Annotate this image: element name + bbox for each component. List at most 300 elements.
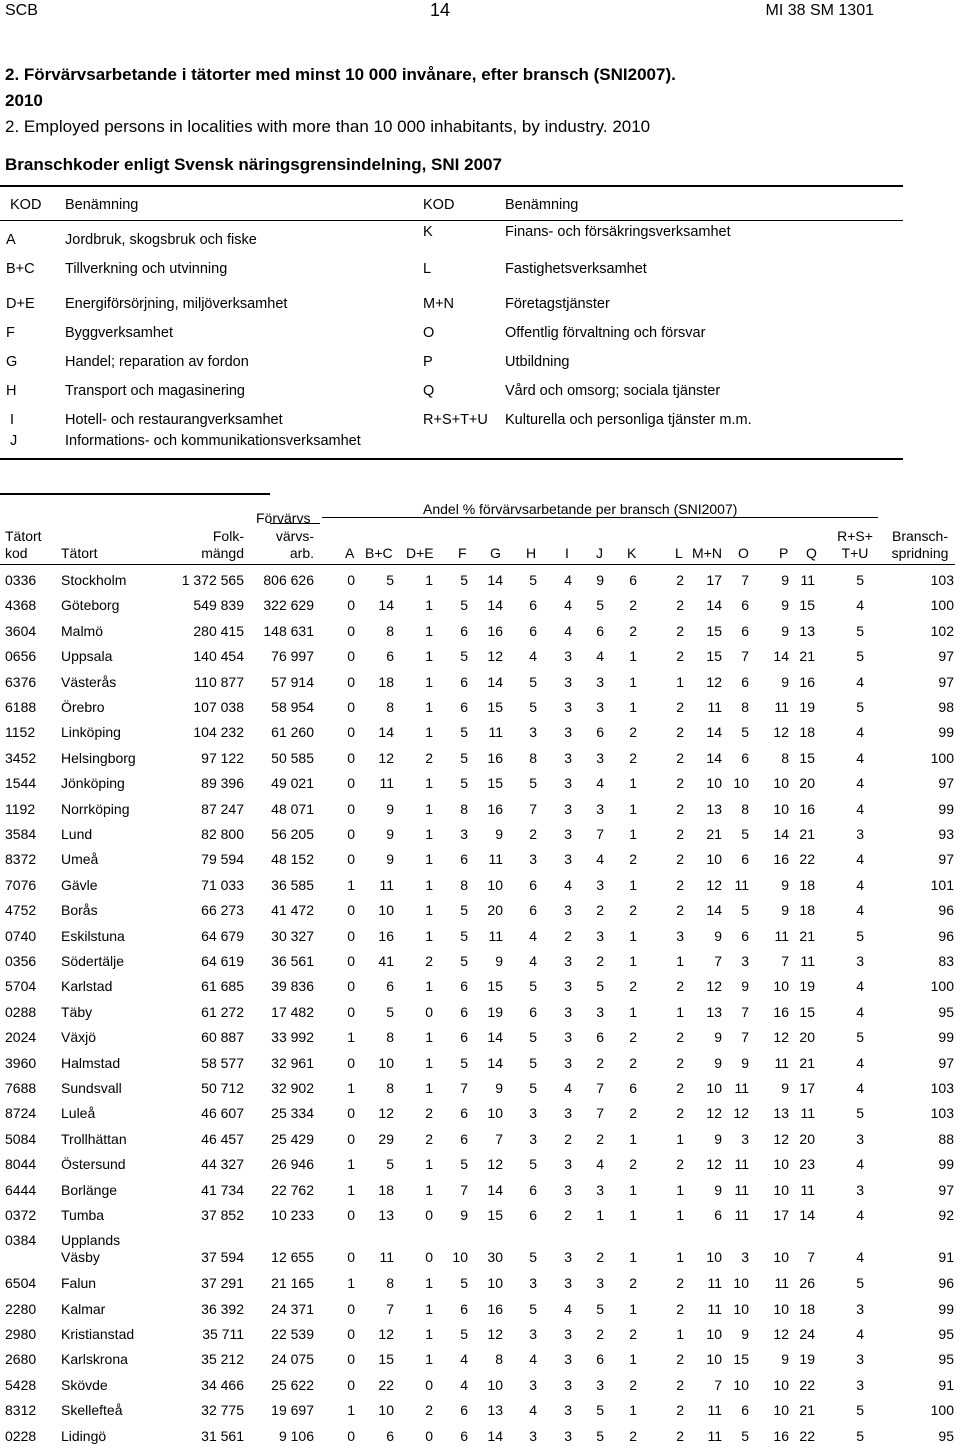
cell-folkmangd: 37 594 <box>201 1249 244 1266</box>
cell-rstu: 5 <box>856 927 864 944</box>
cell-rstu: 5 <box>856 648 864 665</box>
cell-branch-share: 16 <box>799 673 815 690</box>
cell-branch-share: 0 <box>347 902 355 919</box>
head-forv-3: arb. <box>289 545 314 561</box>
cell-kod: 3584 <box>5 826 37 842</box>
cell-branch-share: 5 <box>460 902 468 919</box>
cell-forvarvsarb: 322 629 <box>263 597 314 614</box>
cell-branch-share: 3 <box>564 699 572 715</box>
cell-branch-share: 6 <box>460 978 468 995</box>
cell-rstu: 4 <box>856 1156 864 1173</box>
cell-branch-share: 5 <box>386 1003 394 1020</box>
cell-rstu: 3 <box>856 1351 864 1368</box>
cell-forvarvsarb: 57 914 <box>271 673 314 690</box>
cell-spridning: 97 <box>938 1054 954 1071</box>
cell-branch-share: 1 <box>676 1181 684 1198</box>
cell-branch-share: 5 <box>460 1054 468 1071</box>
cell-branch-share: 2 <box>564 1207 572 1223</box>
cell-branch-share: 11 <box>379 1249 394 1266</box>
cell-branch-share: 1 <box>629 699 637 715</box>
cell-kod: 6376 <box>5 673 37 690</box>
cell-branch-share: 2 <box>425 1402 433 1419</box>
cell-branch-share: 11 <box>800 1181 815 1198</box>
cell-branch-share: 1 <box>629 1300 637 1317</box>
cell-branch-share: 9 <box>495 826 503 842</box>
cell-branch-share: 9 <box>781 673 789 690</box>
cell-branch-share: 9 <box>596 572 604 588</box>
cell-kod: 6188 <box>5 699 37 715</box>
cell-tatort: Uppsala <box>61 648 113 665</box>
cell-branch-share: 5 <box>596 597 604 614</box>
codes-header-kod-2: KOD <box>423 197 455 213</box>
cell-branch-share: 5 <box>460 1326 468 1342</box>
codes-header-rule <box>0 220 903 221</box>
cell-branch-share: 2 <box>676 1029 684 1046</box>
cell-branch-share: 11 <box>707 1427 722 1444</box>
code-left: A <box>6 232 16 248</box>
cell-folkmangd: 60 887 <box>201 1029 244 1046</box>
cell-forvarvsarb: 9 106 <box>278 1427 314 1444</box>
cell-branch-share: 3 <box>564 1376 572 1393</box>
head-branch: H <box>526 545 537 561</box>
cell-branch-share: 18 <box>378 673 394 690</box>
cell-tatort: Borås <box>61 902 98 919</box>
cell-branch-share: 7 <box>714 953 722 969</box>
cell-branch-share: 14 <box>487 1029 503 1046</box>
cell-forvarvsarb: 48 152 <box>271 851 314 868</box>
cell-branch-share: 15 <box>799 1003 815 1020</box>
cell-branch-share: 1 <box>347 1156 355 1173</box>
cell-branch-share: 6 <box>596 622 604 639</box>
cell-branch-share: 1 <box>629 826 637 842</box>
cell-forvarvsarb: 56 205 <box>271 826 314 842</box>
cell-branch-share: 4 <box>564 876 572 893</box>
cell-branch-share: 15 <box>378 1351 394 1368</box>
cell-branch-share: 19 <box>799 699 815 715</box>
cell-branch-share: 16 <box>487 800 503 817</box>
cell-branch-share: 1 <box>676 1249 684 1266</box>
cell-branch-share: 3 <box>564 775 572 792</box>
cell-branch-share: 8 <box>386 1275 394 1292</box>
cell-branch-share: 6 <box>460 1402 468 1419</box>
cell-branch-share: 2 <box>629 1156 637 1173</box>
code-left: D+E <box>6 296 35 312</box>
group-rule <box>322 517 878 518</box>
page-header-left: SCB <box>5 2 38 19</box>
cell-spridning: 95 <box>938 1351 954 1368</box>
cell-spridning: 100 <box>930 978 954 995</box>
cell-branch-share: 13 <box>799 622 815 639</box>
cell-branch-share: 11 <box>734 1207 749 1223</box>
cell-tatort: Trollhättan <box>61 1130 127 1147</box>
cell-branch-share: 8 <box>386 622 394 639</box>
cell-tatort: Västerås <box>61 673 117 690</box>
cell-kod: 1544 <box>5 775 37 792</box>
cell-branch-share: 1 <box>425 1156 433 1173</box>
cell-branch-share: 5 <box>529 699 537 715</box>
cell-branch-share: 6 <box>741 927 749 944</box>
cell-tatort: Malmö <box>61 622 104 639</box>
cell-branch-share: 3 <box>564 749 572 766</box>
cell-branch-share: 20 <box>487 902 503 919</box>
cell-branch-share: 1 <box>676 1130 684 1147</box>
code-left: G <box>6 354 18 370</box>
cell-branch-share: 1 <box>425 1181 433 1198</box>
cell-branch-share: 0 <box>347 597 355 614</box>
cell-branch-share: 3 <box>564 1181 572 1198</box>
cell-folkmangd: 58 577 <box>201 1054 244 1071</box>
cell-branch-share: 1 <box>425 1275 433 1292</box>
cell-folkmangd: 44 327 <box>201 1156 244 1173</box>
head-rstu-2: T+U <box>841 545 869 561</box>
cell-branch-share: 9 <box>495 1080 503 1096</box>
code-left-name: Transport och magasinering <box>65 383 245 399</box>
cell-branch-share: 5 <box>529 1029 537 1046</box>
cell-branch-share: 10 <box>487 1376 503 1393</box>
cell-branch-share: 17 <box>773 1207 789 1223</box>
cell-branch-share: 15 <box>487 775 503 792</box>
cell-branch-share: 6 <box>460 1300 468 1317</box>
cell-branch-share: 1 <box>425 648 433 665</box>
cell-kod: 8312 <box>5 1402 37 1419</box>
cell-branch-share: 7 <box>460 1181 468 1198</box>
cell-branch-share: 3 <box>564 1249 572 1266</box>
cell-tatort: Gävle <box>61 876 98 893</box>
cell-branch-share: 5 <box>596 1427 604 1444</box>
cell-branch-share: 8 <box>386 1080 394 1096</box>
cell-branch-share: 5 <box>460 572 468 588</box>
cell-folkmangd: 79 594 <box>201 851 244 868</box>
title-sv-year: 2010 <box>5 91 43 110</box>
cell-branch-share: 22 <box>799 1376 815 1393</box>
cell-branch-share: 4 <box>529 1402 537 1419</box>
cell-folkmangd: 87 247 <box>201 800 244 817</box>
cell-forvarvsarb: 36 561 <box>271 953 314 969</box>
cell-spridning: 97 <box>938 673 954 690</box>
cell-forvarvsarb: 48 071 <box>271 800 314 817</box>
cell-branch-share: 2 <box>676 876 684 893</box>
cell-branch-share: 19 <box>487 1003 503 1020</box>
cell-branch-share: 3 <box>564 724 572 741</box>
cell-kod: 2280 <box>5 1300 37 1317</box>
cell-kod: 0740 <box>5 927 37 944</box>
cell-spridning: 95 <box>938 1326 954 1342</box>
cell-branch-share: 10 <box>733 775 749 792</box>
cell-spridning: 99 <box>938 1029 954 1046</box>
head-spridning-2: spridning <box>891 545 949 561</box>
cell-branch-share: 0 <box>347 724 355 741</box>
cell-branch-share: 16 <box>378 927 394 944</box>
cell-rstu: 5 <box>856 1275 864 1292</box>
cell-branch-share: 4 <box>564 572 572 588</box>
cell-tatort: Göteborg <box>61 597 120 614</box>
cell-branch-share: 0 <box>347 927 355 944</box>
cell-spridning: 99 <box>938 724 954 741</box>
cell-branch-share: 2 <box>629 902 637 919</box>
cell-rstu: 5 <box>856 572 864 588</box>
cell-branch-share: 0 <box>347 800 355 817</box>
cell-forvarvsarb: 148 631 <box>263 622 314 639</box>
cell-forvarvsarb: 21 165 <box>271 1275 314 1292</box>
cell-branch-share: 10 <box>378 1054 394 1071</box>
cell-branch-share: 5 <box>460 724 468 741</box>
cell-rstu: 4 <box>856 597 864 614</box>
cell-branch-share: 9 <box>714 1130 722 1147</box>
cell-branch-share: 1 <box>425 826 433 842</box>
cell-spridning: 100 <box>930 1402 954 1419</box>
cell-branch-share: 12 <box>773 1130 789 1147</box>
cell-branch-share: 5 <box>460 775 468 792</box>
cell-branch-share: 1 <box>425 597 433 614</box>
cell-spridning: 97 <box>938 851 954 868</box>
cell-branch-share: 3 <box>596 1003 604 1020</box>
cell-forvarvsarb: 39 836 <box>271 978 314 995</box>
cell-branch-share: 2 <box>596 1249 604 1266</box>
cell-branch-share: 16 <box>487 749 503 766</box>
cell-branch-share: 2 <box>676 902 684 919</box>
cell-kod: 7076 <box>5 876 37 893</box>
cell-branch-share: 0 <box>347 622 355 639</box>
cell-branch-share: 14 <box>487 1054 503 1071</box>
cell-branch-share: 0 <box>425 1376 433 1393</box>
cell-branch-share: 21 <box>799 826 815 842</box>
cell-branch-share: 0 <box>425 1427 433 1444</box>
cell-branch-share: 3 <box>564 1351 572 1368</box>
cell-branch-share: 41 <box>378 953 394 969</box>
cell-branch-share: 6 <box>529 1181 537 1198</box>
cell-folkmangd: 66 273 <box>201 902 244 919</box>
cell-branch-share: 5 <box>529 1054 537 1071</box>
cell-forvarvsarb: 32 902 <box>271 1080 314 1096</box>
code-left-name: Tillverkning och utvinning <box>65 261 228 277</box>
cell-branch-share: 9 <box>741 1054 749 1071</box>
cell-branch-share: 11 <box>379 775 394 792</box>
code-right: Q <box>423 383 435 399</box>
cell-branch-share: 2 <box>425 1105 433 1122</box>
cell-branch-share: 1 <box>425 622 433 639</box>
cell-spridning: 99 <box>938 1300 954 1317</box>
cell-kod: 2680 <box>5 1351 37 1368</box>
cell-kod: 1192 <box>5 800 36 817</box>
cell-branch-share: 10 <box>733 1300 749 1317</box>
cell-branch-share: 7 <box>596 1105 604 1122</box>
cell-tatort: Falun <box>61 1275 97 1292</box>
cell-branch-share: 7 <box>807 1249 815 1266</box>
cell-branch-share: 8 <box>460 876 468 893</box>
cell-branch-share: 3 <box>564 1029 572 1046</box>
cell-branch-share: 3 <box>564 800 572 817</box>
cell-branch-share: 10 <box>773 978 789 995</box>
cell-spridning: 92 <box>938 1207 954 1223</box>
cell-branch-share: 5 <box>386 572 394 588</box>
cell-kod: 0288 <box>5 1003 37 1020</box>
cell-forvarvsarb: 36 585 <box>271 876 314 893</box>
codes-header-kod-1: KOD <box>10 197 42 213</box>
cell-kod: 6504 <box>5 1275 37 1292</box>
cell-tatort: Eskilstuna <box>61 927 125 944</box>
cell-branch-share: 9 <box>741 1326 749 1342</box>
cell-branch-share: 4 <box>529 648 537 665</box>
cell-branch-share: 12 <box>487 648 503 665</box>
cell-rstu: 4 <box>856 673 864 690</box>
cell-branch-share: 12 <box>378 749 394 766</box>
cell-spridning: 96 <box>938 927 954 944</box>
cell-kod: 5084 <box>5 1130 37 1147</box>
title-sv: 2. Förvärvsarbetande i tätorter med minst 10 000 invånare, efter bransch (SNI2007). <box>5 65 676 84</box>
cell-branch-share: 1 <box>629 1181 637 1198</box>
cell-branch-share: 3 <box>460 826 468 842</box>
cell-branch-share: 8 <box>495 1351 503 1368</box>
code-right: M+N <box>423 296 455 312</box>
cell-rstu: 5 <box>856 699 864 715</box>
cell-branch-share: 3 <box>529 1427 537 1444</box>
cell-branch-share: 15 <box>799 597 815 614</box>
cell-branch-share: 11 <box>774 699 789 715</box>
table-rule-top <box>0 493 270 495</box>
cell-branch-share: 16 <box>773 1427 789 1444</box>
cell-branch-share: 0 <box>425 1003 433 1020</box>
cell-branch-share: 4 <box>529 927 537 944</box>
cell-branch-share: 6 <box>529 876 537 893</box>
cell-branch-share: 14 <box>487 1427 503 1444</box>
cell-branch-share: 7 <box>741 1003 749 1020</box>
cell-branch-share: 10 <box>773 800 789 817</box>
cell-branch-share: 8 <box>781 749 789 766</box>
cell-branch-share: 5 <box>529 1300 537 1317</box>
cell-branch-share: 16 <box>487 622 503 639</box>
cell-folkmangd: 46 457 <box>201 1130 244 1147</box>
cell-branch-share: 0 <box>347 1427 355 1444</box>
cell-branch-share: 18 <box>378 1181 394 1198</box>
cell-spridning: 100 <box>930 597 954 614</box>
code-left-name: Energiförsörjning, miljöverksamhet <box>65 296 288 312</box>
cell-branch-share: 3 <box>529 724 537 741</box>
cell-branch-share: 3 <box>529 1105 537 1122</box>
cell-tatort: Kalmar <box>61 1300 106 1317</box>
cell-branch-share: 8 <box>386 699 394 715</box>
cell-branch-share: 1 <box>629 673 637 690</box>
cell-branch-share: 13 <box>706 1003 722 1020</box>
cell-branch-share: 9 <box>386 826 394 842</box>
cell-branch-share: 6 <box>460 1130 468 1147</box>
cell-branch-share: 2 <box>629 978 637 995</box>
cell-kod: 5704 <box>5 978 37 995</box>
cell-branch-share: 9 <box>781 1080 789 1096</box>
head-branch: J <box>596 545 603 561</box>
cell-branch-share: 9 <box>386 851 394 868</box>
cell-branch-share: 9 <box>781 876 789 893</box>
cell-forvarvsarb: 30 327 <box>271 927 314 944</box>
cell-branch-share: 4 <box>460 1376 468 1393</box>
cell-branch-share: 15 <box>799 749 815 766</box>
cell-branch-share: 10 <box>733 1275 749 1292</box>
cell-folkmangd: 46 607 <box>201 1105 244 1122</box>
cell-branch-share: 5 <box>460 953 468 969</box>
cell-branch-share: 6 <box>741 622 749 639</box>
cell-branch-share: 2 <box>676 699 684 715</box>
head-kod-1: Tätort <box>5 528 42 544</box>
cell-branch-share: 10 <box>773 1156 789 1173</box>
cell-forvarvsarb: 26 946 <box>271 1156 314 1173</box>
cell-spridning: 101 <box>930 876 954 893</box>
head-branch: L <box>675 545 683 561</box>
cell-rstu: 3 <box>856 826 864 842</box>
cell-kod: 2980 <box>5 1326 37 1342</box>
cell-branch-share: 0 <box>347 699 355 715</box>
cell-branch-share: 1 <box>676 1003 684 1020</box>
cell-tatort: Skövde <box>61 1376 108 1393</box>
cell-branch-share: 1 <box>347 1080 355 1096</box>
cell-tatort: Helsingborg <box>61 749 136 766</box>
cell-rstu: 4 <box>856 1207 864 1223</box>
cell-branch-share: 19 <box>799 978 815 995</box>
cell-branch-share: 13 <box>773 1105 789 1122</box>
cell-branch-share: 6 <box>741 1402 749 1419</box>
head-branch: K <box>627 545 637 561</box>
cell-branch-share: 2 <box>676 1275 684 1292</box>
cell-branch-share: 4 <box>596 1156 604 1173</box>
cell-branch-share: 29 <box>378 1130 394 1147</box>
cell-branch-share: 1 <box>425 572 433 588</box>
cell-branch-share: 0 <box>347 1054 355 1071</box>
cell-branch-share: 3 <box>596 876 604 893</box>
cell-branch-share: 6 <box>741 597 749 614</box>
cell-branch-share: 7 <box>596 1080 604 1096</box>
cell-branch-share: 0 <box>347 673 355 690</box>
cell-kod: 5428 <box>5 1376 37 1393</box>
cell-branch-share: 1 <box>629 800 637 817</box>
cell-branch-share: 11 <box>488 927 503 944</box>
cell-branch-share: 2 <box>629 1427 637 1444</box>
cell-tatort: Halmstad <box>61 1054 121 1071</box>
head-branch: F <box>458 545 467 561</box>
cell-branch-share: 21 <box>799 927 815 944</box>
cell-branch-share: 11 <box>774 1275 789 1292</box>
cell-branch-share: 10 <box>378 1402 394 1419</box>
cell-branch-share: 11 <box>800 1105 815 1122</box>
cell-folkmangd: 61 685 <box>201 978 244 995</box>
cell-forvarvsarb: 24 075 <box>271 1351 314 1368</box>
cell-branch-share: 6 <box>529 622 537 639</box>
cell-branch-share: 8 <box>741 800 749 817</box>
cell-branch-share: 3 <box>564 1326 572 1342</box>
cell-kod: 1152 <box>5 724 36 741</box>
cell-rstu: 3 <box>856 953 864 969</box>
cell-branch-share: 16 <box>487 1300 503 1317</box>
cell-branch-share: 9 <box>495 953 503 969</box>
code-left-name: Jordbruk, skogsbruk och fiske <box>65 232 257 248</box>
cell-branch-share: 1 <box>596 1207 604 1223</box>
cell-folkmangd: 71 033 <box>201 876 244 893</box>
cell-branch-share: 2 <box>676 597 684 614</box>
cell-branch-share: 6 <box>460 699 468 715</box>
cell-branch-share: 16 <box>773 851 789 868</box>
cell-branch-share: 2 <box>629 1376 637 1393</box>
cell-branch-share: 12 <box>706 1156 722 1173</box>
cell-branch-share: 4 <box>596 851 604 868</box>
code-right-name: Utbildning <box>505 354 570 370</box>
cell-branch-share: 11 <box>707 1402 722 1419</box>
cell-branch-share: 6 <box>460 1105 468 1122</box>
head-forv-2: värvs- <box>275 528 314 544</box>
cell-tatort: Örebro <box>61 699 105 715</box>
cell-folkmangd: 41 734 <box>201 1181 244 1198</box>
cell-tatort: Borlänge <box>61 1181 118 1198</box>
cell-rstu: 4 <box>856 1326 864 1342</box>
cell-branch-share: 22 <box>799 851 815 868</box>
head-folk-2: mängd <box>201 545 244 561</box>
cell-branch-share: 6 <box>714 1207 722 1223</box>
